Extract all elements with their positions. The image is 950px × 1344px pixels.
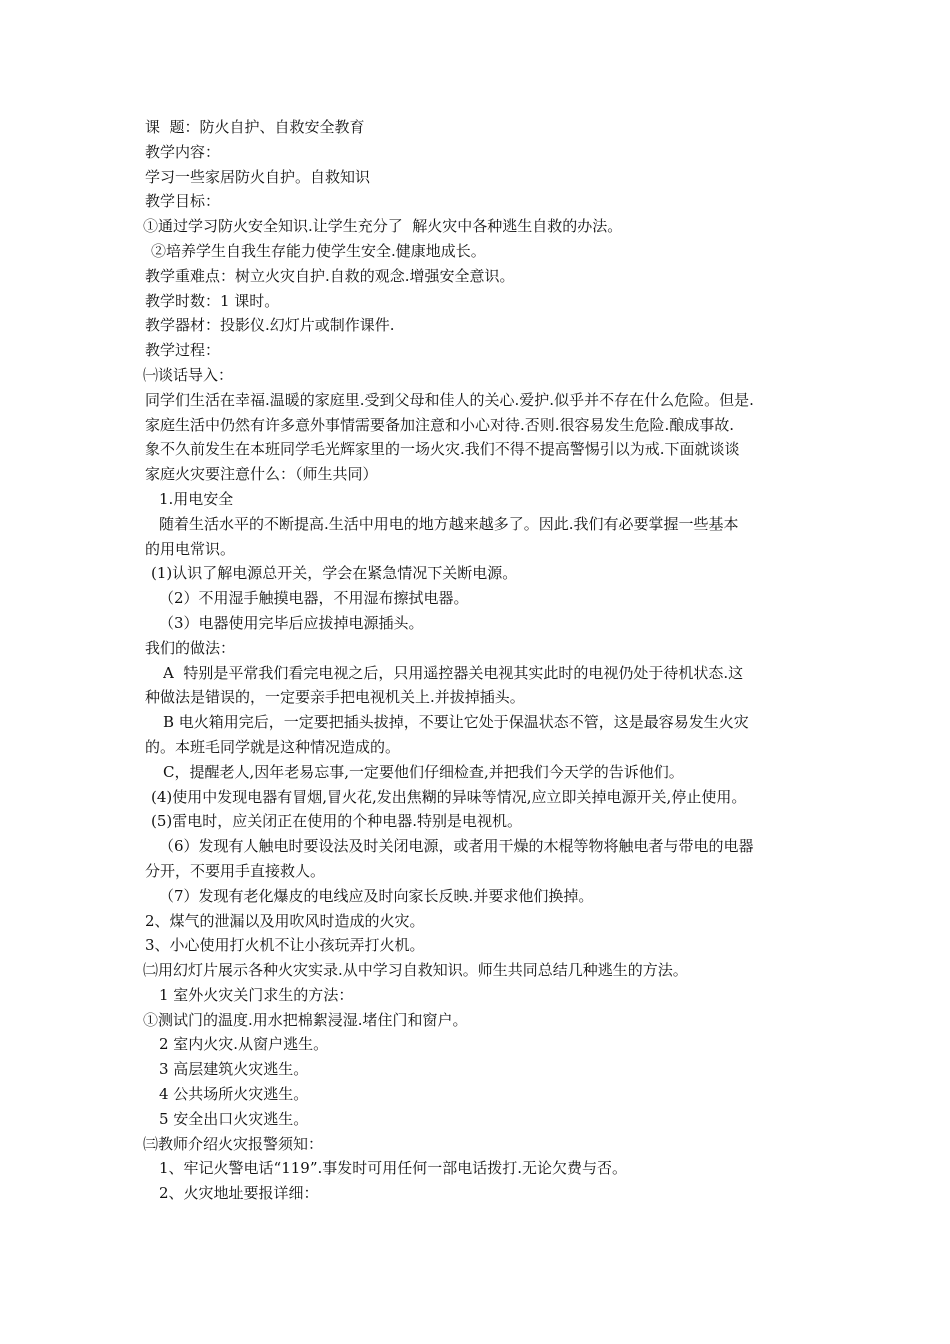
text-line: 教学时数：1 课时。	[145, 291, 280, 310]
section-heading: 教学内容：	[145, 142, 221, 161]
list-item: （2）不用湿手触摸电器，不用湿布擦拭电器。	[159, 589, 469, 608]
paragraph-line: 分开，不要用手直接救人。	[145, 861, 326, 880]
subsection-heading: ㈡用幻灯片展示各种火灾实录.从中学习自救知识。师生共同总结几种逃生的方法。	[143, 961, 688, 980]
text-line: 教学器材：投影仪.幻灯片或制作课件.	[145, 316, 395, 335]
text-line: ②培养学生自我生存能力使学生安全.健康地成长。	[151, 241, 486, 260]
list-item: 3 高层建筑火灾逃生。	[159, 1060, 309, 1079]
list-item: ①测试门的温度.用水把棉絮浸湿.堵住门和窗户。	[143, 1010, 468, 1029]
list-item: （6）发现有人触电时要设法及时关闭电源，或者用干燥的木棍等物将触电者与带电的电器	[159, 837, 754, 856]
text-line: 学习一些家居防火自护。自救知识	[145, 167, 371, 186]
list-item: 2 室内火灾.从窗户逃生。	[159, 1035, 329, 1054]
section-heading: 教学过程：	[145, 341, 221, 360]
text-line: ①通过学习防火安全知识.让学生充分了 解火灾中各种逃生自救的办法。	[143, 217, 623, 236]
text-line: 教学重难点：树立火灾自护.自救的观念.增强安全意识。	[145, 266, 515, 285]
paragraph-line: A 特别是平常我们看完电视之后，只用遥控器关电视其实此时的电视仍处于待机状态.这	[163, 663, 744, 682]
list-item: 5 安全出口火灾逃生。	[159, 1109, 309, 1128]
list-item: 4 公共场所火灾逃生。	[159, 1085, 309, 1104]
paragraph-line: 种做法是错误的，一定要亲手把电视机关上.并拔掉插头。	[145, 688, 525, 707]
list-item: (5)雷电时，应关闭正在使用的个种电器.特别是电视机。	[151, 812, 523, 831]
list-item: （3）电器使用完毕后应拔掉电源插头。	[159, 613, 424, 632]
section-heading: 教学目标：	[145, 192, 221, 211]
paragraph-line: 随着生活水平的不断提高.生活中用电的地方越来越多了。因此.我们有必要掌握一些基本	[159, 514, 739, 533]
list-item: 3、小心使用打火机不让小孩玩弄打火机。	[145, 936, 425, 955]
list-item: 1 室外火灾关门求生的方法：	[159, 985, 354, 1004]
list-item: (4)使用中发现电器有冒烟,冒火花,发出焦糊的异味等情况,应立即关掉电源开关,停止使用。	[151, 787, 747, 806]
list-item: 2、煤气的泄漏以及用吹风时造成的火灾。	[145, 911, 425, 930]
paragraph-line: B 电火箱用完后，一定要把插头拔掉，不要让它处于保温状态不管，这是最容易发生火灾	[163, 713, 749, 732]
lesson-plan-text	[145, 115, 815, 1206]
paragraph-line: C，提醒老人,因年老易忘事,一定要他们仔细检查,并把我们今天学的告诉他们。	[163, 762, 684, 781]
paragraph-line: 的。本班毛同学就是这种情况造成的。	[145, 737, 401, 756]
paragraph-line: 象不久前发生在本班同学毛光辉家里的一场火灾.我们不得不提高警惕引以为戒.下面就谈谈	[145, 440, 740, 459]
subsection-heading: ㈢教师介绍火灾报警须知：	[143, 1134, 324, 1153]
subsection-heading: ㈠谈话导入：	[143, 365, 234, 384]
subsection-heading: 1.用电安全	[159, 489, 234, 508]
paragraph-line: 的用电常识。	[145, 539, 236, 558]
list-item: 2、火灾地址要报详细：	[159, 1184, 319, 1203]
list-item: (1)认识了解电源总开关，学会在紧急情况下关断电源。	[151, 564, 518, 583]
list-item: 1、牢记火警电话“119”.事发时可用任何一部电话拨打.无论欠费与否。	[159, 1159, 628, 1178]
paragraph-line: 家庭火灾要注意什么：（师生共同）	[145, 465, 378, 484]
subsection-heading: 我们的做法：	[145, 638, 236, 657]
paragraph-line: 家庭生活中仍然有许多意外事情需要备加注意和小心对待.否则.很容易发生危险.酿成事故.	[145, 415, 735, 434]
lesson-title: 课 题：防火自护、自救安全教育	[145, 118, 365, 136]
paragraph-line: 同学们生活在幸福.温暖的家庭里.受到父母和佳人的关心.爱护.似乎并不存在什么危险。但是.	[145, 390, 754, 409]
list-item: （7）发现有老化爆皮的电线应及时向家长反映.并要求他们换掉。	[159, 886, 594, 905]
